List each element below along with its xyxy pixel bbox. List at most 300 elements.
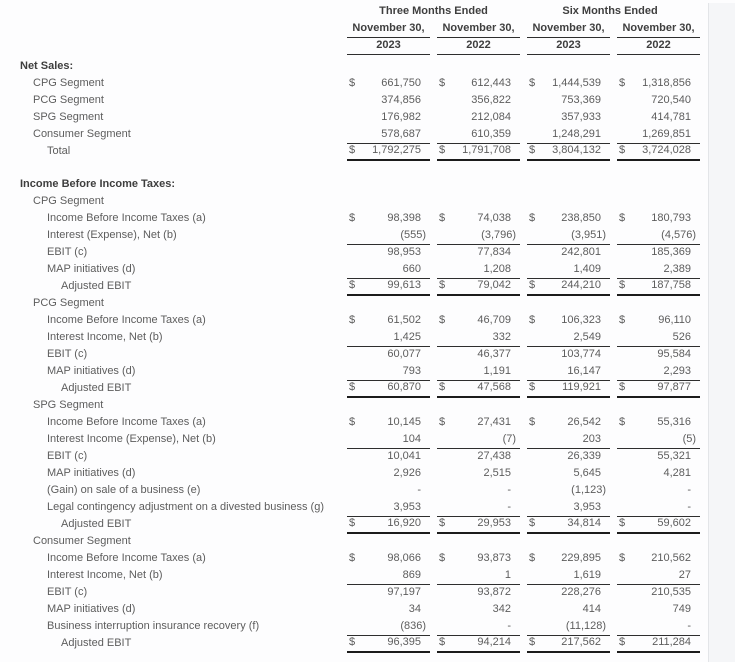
table-row <box>20 312 700 329</box>
currency-symbol-cell: $ <box>437 380 452 397</box>
currency-symbol-cell: $ <box>619 416 626 428</box>
value-cell: 55,316 <box>657 416 692 428</box>
currency-symbol-cell: $ <box>439 314 446 326</box>
value-cell <box>632 533 700 550</box>
value-cell: 1,792,275 <box>362 143 430 160</box>
column-gap-cell <box>610 533 617 550</box>
column-gap-cell <box>520 397 527 414</box>
empty-currency-cell <box>617 329 632 346</box>
row-label: Interest Income, Net (b) <box>47 331 163 343</box>
row-label: Business interruption insurance recovery (f) <box>47 620 260 632</box>
column-gap-cell <box>520 635 527 652</box>
value-cell: 217,562 <box>542 635 610 652</box>
empty-currency-cell <box>527 176 542 193</box>
column-gap-cell <box>340 210 347 227</box>
value-cell: - <box>632 618 700 635</box>
empty-currency-cell <box>347 193 362 210</box>
value-cell: 16,920 <box>362 516 430 533</box>
value-cell: 104 <box>362 431 430 448</box>
column-gap-cell <box>430 584 437 601</box>
column-gap-cell <box>610 397 617 414</box>
value-cell: 97,877 <box>632 380 700 397</box>
empty-currency-cell <box>347 295 362 312</box>
column-gap-cell <box>430 499 437 516</box>
value-cell: 99,613 <box>362 278 430 295</box>
currency-symbol-cell: $ <box>529 77 536 89</box>
value-cell: 29,953 <box>452 516 520 533</box>
column-gap-cell <box>610 567 617 584</box>
value-cell: 1,318,856 <box>642 77 692 89</box>
value-cell <box>542 295 610 312</box>
row-label: PCG Segment <box>33 297 104 309</box>
empty-currency-cell <box>437 448 452 465</box>
value-cell: 749 <box>672 603 692 615</box>
column-gap-cell <box>610 210 617 227</box>
empty-currency-cell <box>617 567 632 584</box>
column-gap-cell <box>520 465 527 482</box>
value-cell: 98,953 <box>387 246 421 258</box>
column-gap-cell <box>610 431 617 448</box>
column-year-label: 2022 <box>617 37 700 54</box>
column-gap-cell <box>340 618 347 635</box>
row-label: CPG Segment <box>33 195 104 207</box>
column-gap-cell <box>430 278 437 295</box>
empty-currency-cell <box>437 193 452 210</box>
value-cell: - <box>452 499 520 516</box>
value-cell: 1,191 <box>452 363 520 380</box>
empty-currency-cell <box>437 618 452 635</box>
table-row <box>20 329 700 346</box>
column-year-row <box>20 37 700 54</box>
empty-currency-cell <box>527 58 542 75</box>
value-cell: 98,066 <box>387 552 421 564</box>
value-cell: (4,576) <box>632 227 700 244</box>
column-gap-cell <box>430 227 437 244</box>
value-cell: 94,214 <box>452 635 520 652</box>
value-cell <box>542 58 610 75</box>
value-cell: 1,425 <box>362 329 430 346</box>
row-label: Interest Income, Net (b) <box>47 569 163 581</box>
row-label: SPG Segment <box>33 111 104 123</box>
empty-currency-cell <box>617 126 632 143</box>
currency-symbol-cell: $ <box>527 143 542 160</box>
empty-currency-cell <box>617 346 632 363</box>
row-label: Income Before Income Taxes (a) <box>47 314 206 326</box>
column-gap-cell <box>430 414 437 431</box>
row-label: EBIT (c) <box>47 246 88 258</box>
column-gap-cell <box>520 567 527 584</box>
column-gap-cell <box>520 431 527 448</box>
column-gap-cell <box>430 465 437 482</box>
empty-currency-cell <box>527 431 542 448</box>
column-gap-cell <box>340 329 347 346</box>
value-cell: (3,796) <box>452 227 520 244</box>
empty-currency-cell <box>527 584 542 601</box>
subheading-row <box>20 295 700 312</box>
column-gap-cell <box>340 397 347 414</box>
value-cell: 212,084 <box>471 111 512 123</box>
empty-currency-cell <box>347 465 362 482</box>
currency-symbol-cell: $ <box>617 278 632 295</box>
column-gap-cell <box>610 92 617 109</box>
column-gap-cell <box>340 20 347 37</box>
empty-currency-cell <box>347 126 362 143</box>
row-label: CPG Segment <box>33 77 104 89</box>
table-row <box>20 448 700 465</box>
empty-currency-cell <box>347 397 362 414</box>
value-cell: 27 <box>632 567 700 584</box>
value-cell: 660 <box>362 261 430 278</box>
value-cell: 96,110 <box>658 314 692 326</box>
column-gap-cell <box>610 109 617 126</box>
column-gap-cell <box>520 227 527 244</box>
row-label: MAP initiatives (d) <box>47 603 136 615</box>
value-cell: (555) <box>362 227 430 244</box>
column-gap-cell <box>340 567 347 584</box>
table-row <box>20 601 700 618</box>
column-gap-cell <box>610 414 617 431</box>
value-cell: 77,834 <box>477 246 512 258</box>
value-cell: 661,750 <box>381 77 421 89</box>
value-cell: 211,284 <box>632 635 700 652</box>
table-row <box>20 109 700 126</box>
column-gap-cell <box>520 482 527 499</box>
column-gap-cell <box>520 380 527 397</box>
value-cell: 1,444,539 <box>552 77 602 89</box>
value-cell: 180,793 <box>651 212 692 224</box>
value-cell: 34,814 <box>542 516 610 533</box>
column-gap-cell <box>610 448 617 465</box>
table-row <box>20 380 700 397</box>
currency-symbol-cell: $ <box>439 212 446 224</box>
empty-currency-cell <box>437 176 452 193</box>
column-gap-cell <box>430 431 437 448</box>
column-gap-cell <box>430 601 437 618</box>
column-gap-cell <box>430 635 437 652</box>
column-gap-cell <box>430 448 437 465</box>
value-cell: 578,687 <box>362 126 430 143</box>
row-label: Adjusted EBIT <box>61 382 132 394</box>
column-gap-cell <box>340 550 347 567</box>
empty-currency-cell <box>347 109 362 126</box>
column-gap-cell <box>520 37 527 54</box>
column-gap-cell <box>610 499 617 516</box>
empty-currency-cell <box>527 295 542 312</box>
column-gap-cell <box>430 37 437 54</box>
row-label: Consumer Segment <box>33 535 131 547</box>
table-row <box>20 465 700 482</box>
value-cell: 612,443 <box>471 77 512 89</box>
value-cell <box>632 397 700 414</box>
column-gap-cell <box>430 210 437 227</box>
column-gap-cell <box>520 126 527 143</box>
value-cell: 16,147 <box>542 363 610 380</box>
column-gap-cell <box>430 380 437 397</box>
column-gap-cell <box>610 516 617 533</box>
currency-symbol-cell: $ <box>349 212 356 224</box>
row-label: SPG Segment <box>33 399 104 411</box>
currency-symbol-cell: $ <box>349 77 356 89</box>
header-spacer-cell <box>20 37 340 54</box>
row-label: Adjusted EBIT <box>61 280 132 292</box>
value-cell: (11,128) <box>542 618 610 635</box>
column-gap-cell <box>610 176 617 193</box>
column-gap-cell <box>430 363 437 380</box>
value-cell: 2,549 <box>542 329 610 346</box>
column-gap-cell <box>340 312 347 329</box>
spacer-row <box>20 160 700 176</box>
subheading-row <box>20 397 700 414</box>
empty-currency-cell <box>437 397 452 414</box>
currency-symbol-cell: $ <box>529 552 536 564</box>
column-gap-cell <box>520 601 527 618</box>
value-cell: 1,208 <box>452 261 520 278</box>
value-cell <box>452 58 520 75</box>
empty-currency-cell <box>527 465 542 482</box>
value-cell: 374,856 <box>381 94 421 106</box>
table-row <box>20 635 700 652</box>
heading-row <box>20 58 700 75</box>
column-gap-cell <box>610 278 617 295</box>
column-gap-cell <box>430 482 437 499</box>
column-gap-cell <box>520 584 527 601</box>
column-gap-cell <box>610 601 617 618</box>
empty-currency-cell <box>617 584 632 601</box>
table-row <box>20 567 700 584</box>
value-cell: (5) <box>632 431 700 448</box>
row-label: Interest (Expense), Net (b) <box>47 229 177 241</box>
currency-symbol-cell: $ <box>349 552 356 564</box>
empty-currency-cell <box>527 92 542 109</box>
column-gap-cell <box>610 635 617 652</box>
value-cell <box>542 176 610 193</box>
row-label: MAP initiatives (d) <box>47 263 136 275</box>
currency-symbol-cell: $ <box>529 416 536 428</box>
currency-symbol-cell: $ <box>617 635 632 652</box>
empty-currency-cell <box>347 431 362 448</box>
empty-currency-cell <box>617 482 632 499</box>
empty-currency-cell <box>347 448 362 465</box>
value-cell: 210,562 <box>651 552 692 564</box>
value-cell <box>452 295 520 312</box>
value-cell: 97,197 <box>387 586 421 598</box>
empty-currency-cell <box>617 295 632 312</box>
value-cell <box>362 176 430 193</box>
empty-currency-cell <box>437 58 452 75</box>
column-gap-cell <box>430 618 437 635</box>
column-gap-cell <box>340 499 347 516</box>
row-label: Income Before Income Taxes (a) <box>47 552 206 564</box>
column-gap-cell <box>610 363 617 380</box>
row-label: Net Sales: <box>20 60 74 72</box>
table-row <box>20 499 700 516</box>
column-gap-cell <box>430 533 437 550</box>
row-label: EBIT (c) <box>47 586 88 598</box>
value-cell: 229,895 <box>561 552 602 564</box>
empty-currency-cell <box>617 533 632 550</box>
heading-row <box>20 176 700 193</box>
value-cell: 34 <box>408 603 421 615</box>
value-cell: 106,323 <box>561 314 602 326</box>
value-cell: - <box>452 618 520 635</box>
empty-currency-cell <box>347 227 362 244</box>
empty-currency-cell <box>617 465 632 482</box>
value-cell <box>452 397 520 414</box>
empty-currency-cell <box>527 193 542 210</box>
column-gap-cell <box>610 244 617 261</box>
value-cell: 93,872 <box>477 586 512 598</box>
currency-symbol-cell: $ <box>439 77 446 89</box>
empty-currency-cell <box>437 261 452 278</box>
column-gap-cell <box>340 601 347 618</box>
row-label: Total <box>47 145 71 157</box>
column-gap-cell <box>340 516 347 533</box>
value-cell: 2,515 <box>483 467 512 479</box>
value-cell: - <box>417 484 421 496</box>
value-cell <box>452 533 520 550</box>
column-gap-cell <box>340 244 347 261</box>
column-gap-cell <box>430 193 437 210</box>
column-gap-cell <box>340 414 347 431</box>
value-cell: 185,369 <box>651 246 692 258</box>
value-cell: (1,123) <box>571 484 607 496</box>
empty-currency-cell <box>347 176 362 193</box>
empty-currency-cell <box>437 227 452 244</box>
table-row <box>20 482 700 499</box>
column-gap-cell <box>520 346 527 363</box>
column-gap-cell <box>430 516 437 533</box>
value-cell: 203 <box>542 431 610 448</box>
value-cell: 61,502 <box>387 314 421 326</box>
column-gap-cell <box>520 20 527 37</box>
column-gap-cell <box>610 20 617 37</box>
currency-symbol-cell: $ <box>437 516 452 533</box>
currency-symbol-cell: $ <box>347 380 362 397</box>
empty-currency-cell <box>347 567 362 584</box>
spacer-cell <box>20 160 700 176</box>
empty-currency-cell <box>437 244 452 261</box>
column-gap-cell <box>340 295 347 312</box>
column-gap-cell <box>430 126 437 143</box>
column-gap-cell <box>520 414 527 431</box>
value-cell: (7) <box>452 431 520 448</box>
column-gap-cell <box>430 550 437 567</box>
value-cell: 3,804,132 <box>542 143 610 160</box>
value-cell: 526 <box>632 329 700 346</box>
empty-currency-cell <box>617 227 632 244</box>
column-gap-cell <box>340 58 347 75</box>
value-cell: 1,791,708 <box>452 143 520 160</box>
value-cell: 869 <box>362 567 430 584</box>
empty-currency-cell <box>527 329 542 346</box>
empty-currency-cell <box>347 261 362 278</box>
empty-currency-cell <box>527 499 542 516</box>
value-cell: 3,953 <box>542 499 610 516</box>
empty-currency-cell <box>617 431 632 448</box>
column-gap-cell <box>520 550 527 567</box>
empty-currency-cell <box>527 346 542 363</box>
value-cell: 357,933 <box>561 111 602 123</box>
empty-currency-cell <box>617 193 632 210</box>
currency-symbol-cell: $ <box>529 212 536 224</box>
column-gap-cell <box>520 295 527 312</box>
column-gap-cell <box>610 329 617 346</box>
value-cell: 5,645 <box>573 467 602 479</box>
column-gap-cell <box>430 312 437 329</box>
value-cell <box>362 193 430 210</box>
column-gap-cell <box>340 533 347 550</box>
table-row <box>20 244 700 261</box>
value-cell: 720,540 <box>651 94 692 106</box>
value-cell: 96,395 <box>362 635 430 652</box>
column-gap-cell <box>430 329 437 346</box>
currency-symbol-cell: $ <box>347 516 362 533</box>
column-gap-cell <box>610 193 617 210</box>
empty-currency-cell <box>617 176 632 193</box>
empty-currency-cell <box>437 499 452 516</box>
column-gap-cell <box>340 261 347 278</box>
currency-symbol-cell: $ <box>527 380 542 397</box>
empty-currency-cell <box>347 601 362 618</box>
value-cell: 3,953 <box>362 499 430 516</box>
value-cell: - <box>507 484 512 496</box>
empty-currency-cell <box>617 363 632 380</box>
empty-currency-cell <box>527 126 542 143</box>
empty-currency-cell <box>437 584 452 601</box>
currency-symbol-cell: $ <box>619 212 626 224</box>
value-cell: 47,568 <box>452 380 520 397</box>
value-cell: 4,281 <box>663 467 692 479</box>
column-group-label: Six Months Ended <box>562 5 658 17</box>
value-cell: 242,801 <box>561 246 602 258</box>
column-gap-cell <box>430 58 437 75</box>
column-date-label: November 30, <box>437 20 520 37</box>
column-gap-cell <box>520 278 527 295</box>
column-date-row <box>20 20 700 37</box>
value-cell: 95,584 <box>657 348 692 360</box>
currency-symbol-cell: $ <box>529 314 536 326</box>
empty-currency-cell <box>617 244 632 261</box>
value-cell: 26,339 <box>567 450 602 462</box>
currency-symbol-cell: $ <box>439 552 446 564</box>
table-row <box>20 431 700 448</box>
column-gap-cell <box>520 533 527 550</box>
column-gap-cell <box>520 143 527 160</box>
empty-currency-cell <box>617 499 632 516</box>
empty-currency-cell <box>437 601 452 618</box>
table-row <box>20 92 700 109</box>
currency-symbol-cell: $ <box>349 314 356 326</box>
currency-symbol-cell: $ <box>617 380 632 397</box>
column-gap-cell <box>520 329 527 346</box>
column-date-label: November 30, <box>617 20 700 37</box>
empty-currency-cell <box>347 363 362 380</box>
column-gap-cell <box>610 482 617 499</box>
column-gap-cell <box>610 584 617 601</box>
column-gap-cell <box>610 346 617 363</box>
column-gap-cell <box>610 227 617 244</box>
empty-currency-cell <box>347 482 362 499</box>
currency-symbol-cell: $ <box>439 416 446 428</box>
empty-currency-cell <box>437 92 452 109</box>
column-gap-cell <box>610 380 617 397</box>
subheading-row <box>20 533 700 550</box>
empty-currency-cell <box>527 227 542 244</box>
currency-symbol-cell: $ <box>619 314 626 326</box>
empty-currency-cell <box>527 363 542 380</box>
row-label: Income Before Income Taxes (a) <box>47 212 206 224</box>
value-cell: 176,982 <box>381 111 421 123</box>
